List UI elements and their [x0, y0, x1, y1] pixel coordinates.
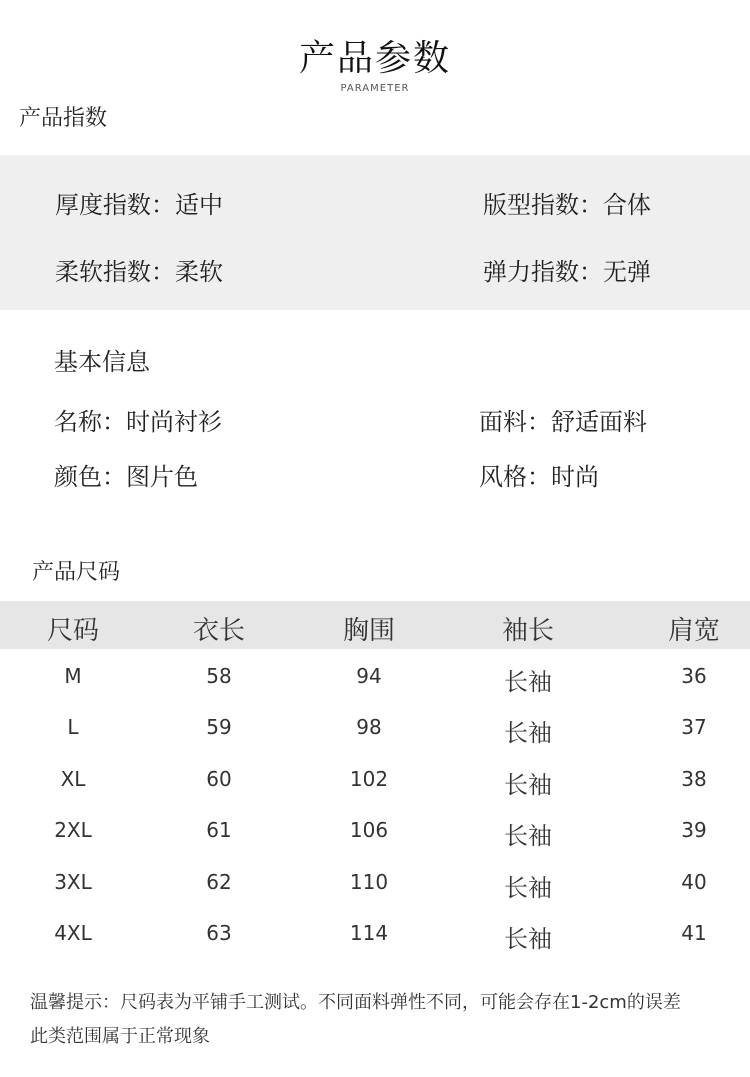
size-cell: 3XL — [54, 869, 92, 894]
column-header-shoulder: 肩宽 — [667, 616, 720, 646]
info-color: 颜色：图片色 — [54, 463, 198, 491]
size-cell: 60 — [206, 766, 232, 791]
size-cell: 62 — [206, 869, 232, 894]
size-cell: 长袖 — [504, 719, 552, 748]
size-cell: 长袖 — [504, 925, 552, 953]
page-title: 产品参数 — [298, 38, 451, 79]
size-cell: 58 — [206, 664, 232, 688]
size-cell: L — [67, 715, 79, 740]
size-cell: 106 — [349, 818, 389, 843]
size-cell: 94 — [356, 664, 382, 688]
size-cell: 37 — [681, 715, 707, 740]
softness-index: 柔软指数：柔软 — [55, 258, 223, 286]
note-line-1: 温馨提示：尺码表为平铺手工测试。不同面料弹性不同，可能会存在1-2cm的误差 — [30, 992, 681, 1013]
size-cell: 102 — [349, 766, 389, 791]
size-cell: 61 — [206, 818, 232, 843]
size-cell: 长袖 — [504, 822, 552, 851]
size-cell: 98 — [356, 715, 382, 740]
size-cell: 36 — [681, 664, 707, 688]
page-subtitle: PARAMETER — [340, 83, 410, 94]
column-header-size: 尺码 — [46, 616, 99, 646]
size-cell: 长袖 — [504, 770, 552, 799]
size-cell: 4XL — [54, 921, 92, 945]
size-cell: 38 — [681, 766, 707, 791]
index-section-label: 产品指数 — [19, 106, 108, 131]
info-fabric: 面料：舒适面料 — [479, 408, 647, 436]
size-cell: 110 — [349, 869, 389, 894]
size-cell: M — [64, 664, 82, 688]
fit-index: 版型指数：合体 — [483, 191, 651, 219]
column-header-chest: 胸围 — [342, 616, 395, 646]
elasticity-index: 弹力指数：无弹 — [483, 258, 651, 286]
size-cell: 114 — [349, 921, 389, 945]
column-header-length: 衣长 — [192, 616, 245, 646]
size-cell: 59 — [206, 715, 232, 740]
size-cell: 2XL — [54, 818, 92, 843]
size-cell: XL — [60, 766, 86, 791]
info-name: 名称：时尚衬衫 — [54, 408, 222, 436]
size-cell: 63 — [206, 921, 232, 945]
size-cell: 长袖 — [504, 668, 552, 696]
thickness-index: 厚度指数：适中 — [55, 191, 223, 219]
note-line-2: 此类范围属于正常现象 — [30, 1026, 210, 1047]
info-style: 风格：时尚 — [479, 463, 599, 491]
basic-info-label: 基本信息 — [54, 348, 150, 376]
size-cell: 40 — [681, 869, 707, 894]
size-cell: 长袖 — [504, 873, 552, 902]
size-section-label: 产品尺码 — [32, 560, 121, 585]
size-cell: 39 — [681, 818, 707, 843]
column-header-sleeve: 袖长 — [501, 616, 554, 646]
size-cell: 41 — [681, 921, 707, 945]
